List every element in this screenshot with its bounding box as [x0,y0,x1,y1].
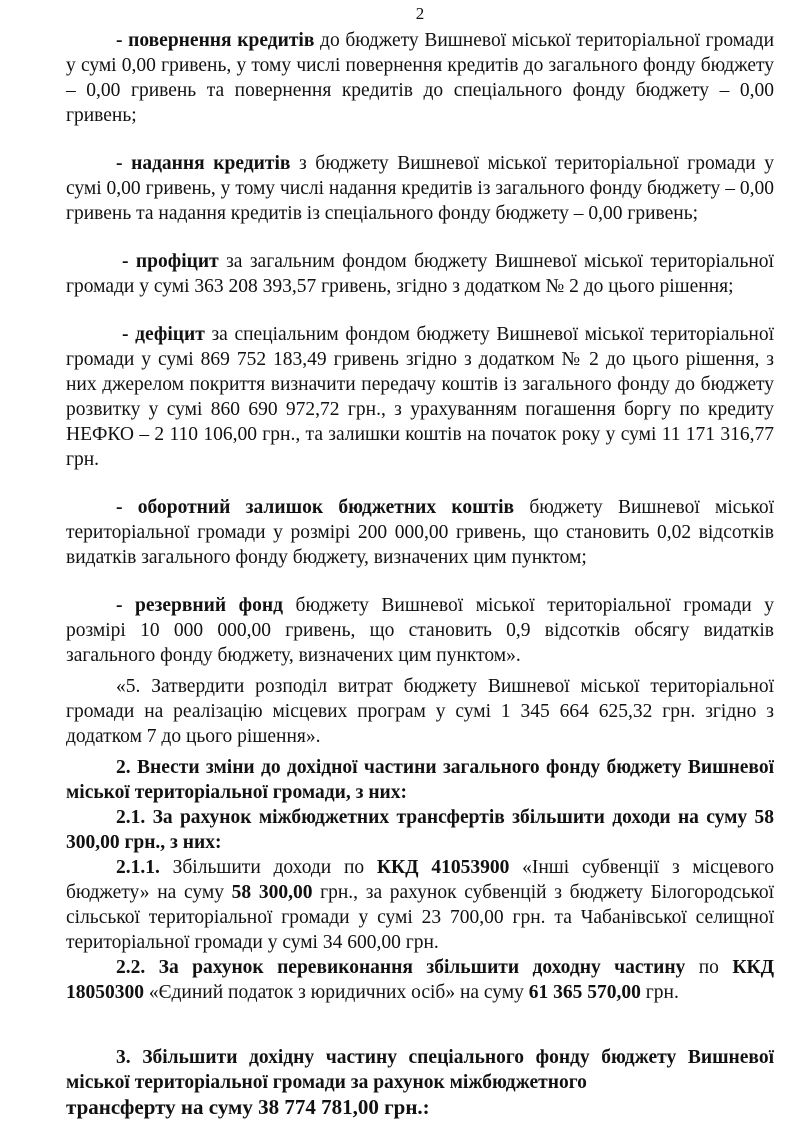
paragraph-text: «Інші субвенції з місцевого бюджету» на суму [66,857,774,903]
paragraph-transfers: 2.1. За рахунок міжбюджетних трансфертів збільшити доходи на суму 58 300,00 грн., з них: [66,807,774,853]
lead-term: - повернення кредитів [116,30,315,51]
paragraph-text: Збільшити доходи по [159,857,377,878]
paragraph-text: «Єдиний податок з юридичних осіб» на суму [144,982,529,1003]
paragraph-deficit [66,322,774,472]
paragraph-text: за загальним фондом бюджету Вишневої міської територіальної громади у сумі 363 208 393,57 гривень, згідно з додатком № 2 до цього рішення; [66,251,774,297]
paragraph-text: грн. [640,982,679,1003]
lead-term: - дефіцит [122,324,205,345]
lead-term: - надання кредитів [116,153,291,174]
kkd-code: ККД 41053900 [376,857,510,878]
paragraph-text: по [685,957,733,978]
amount: 58 300,00 [231,882,313,903]
paragraph-text: бюджету Вишневої міської територіальної громади у розмірі 10 000 000,00 гривень, що становить 0,9 відсотків обсягу видатків загального фонду бюджету, визначених цим пунктом». [66,595,774,666]
paragraph-surplus [66,249,774,299]
paragraph-text: за спеціальним фондом бюджету Вишневої міської територіальної громади у сумі 869 752 183,49 гривень згідно з додатком № 2 до цього рішення, з них джерелом покриття визначити передачу коштів із загального фонду до бюджету розвитку у сумі 860 690 972,72 грн., з урахуванням погашення боргу по кредиту НЕФКО – 2 110 106,00 грн., та залишки коштів на початок року у сумі 11 171 316,77 грн. [66,324,774,470]
paragraph-loan-repayment [66,28,774,128]
lead-term: - оборотний залишок бюджетних коштів [116,497,515,518]
paragraph-local-programs: «5. Затвердити розподіл витрат бюджету Вишневої міської територіальної громади на реалізацію місцевих програм у сумі 1 345 664 625,32 грн. згідно з додатком 7 до цього рішення». [66,676,774,747]
paragraph-reserve-fund [66,593,774,668]
paragraph-loan-provision [66,151,774,226]
amount: 61 365 570,00 [528,982,641,1003]
page-number: 2 [415,4,425,23]
paragraph-text: до бюджету Вишневої міської територіальної громади у сумі 0,00 гривень, у тому числі повернення кредитів до загального фонду бюджету – 0,00 гривень та повернення кредитів до спеціального фонду бюджету – 0,00 гривень; [66,30,775,126]
item-number: 2.1.1. [116,857,160,878]
paragraph-overfulfillment [66,955,774,1005]
paragraph-income-changes: 2. Внести зміни до дохідної частини загального фонду бюджету Вишневої міської територіальної громади, з них: [66,757,774,803]
paragraph-special-fund-tail: трансферту на суму 38 774 781,00 грн.: [66,1095,430,1119]
paragraph-text: грн., за рахунок субвенцій з бюджету Білогородської сільської територіальної громади у сумі 23 700,00 грн. та Чабанівської селищної територіальної громади у сумі 34 600,00 грн. [66,882,775,953]
kkd-code: ККД 18050300 [66,957,775,1003]
lead-term: - профіцит [122,251,219,272]
paragraph-working-balance [66,495,774,570]
paragraph-subvention [66,855,774,955]
lead-term: - резервний фонд [116,595,283,616]
paragraph-special-fund [66,1045,774,1095]
paragraph-text: з бюджету Вишневої міської територіальної громади у сумі 0,00 гривень, у тому числі надання кредитів із загального фонду бюджету – 0,00 гривень та надання кредитів із спеціального фонду бюджету – 0,00 гривень; [66,153,774,224]
lead-term: 2.2. За рахунок перевиконання збільшити доходну частину [116,957,686,978]
paragraph-text: 3. Збільшити дохідну частину спеціального фонду бюджету Вишневої міської територіальної громади за рахунок міжбюджетного [66,1047,774,1093]
paragraph-text: бюджету Вишневої міської територіальної громади у розмірі 200 000,00 гривень, що становить 0,02 відсотків видатків загального фонду бюджету, визначених цим пунктом; [66,497,774,568]
